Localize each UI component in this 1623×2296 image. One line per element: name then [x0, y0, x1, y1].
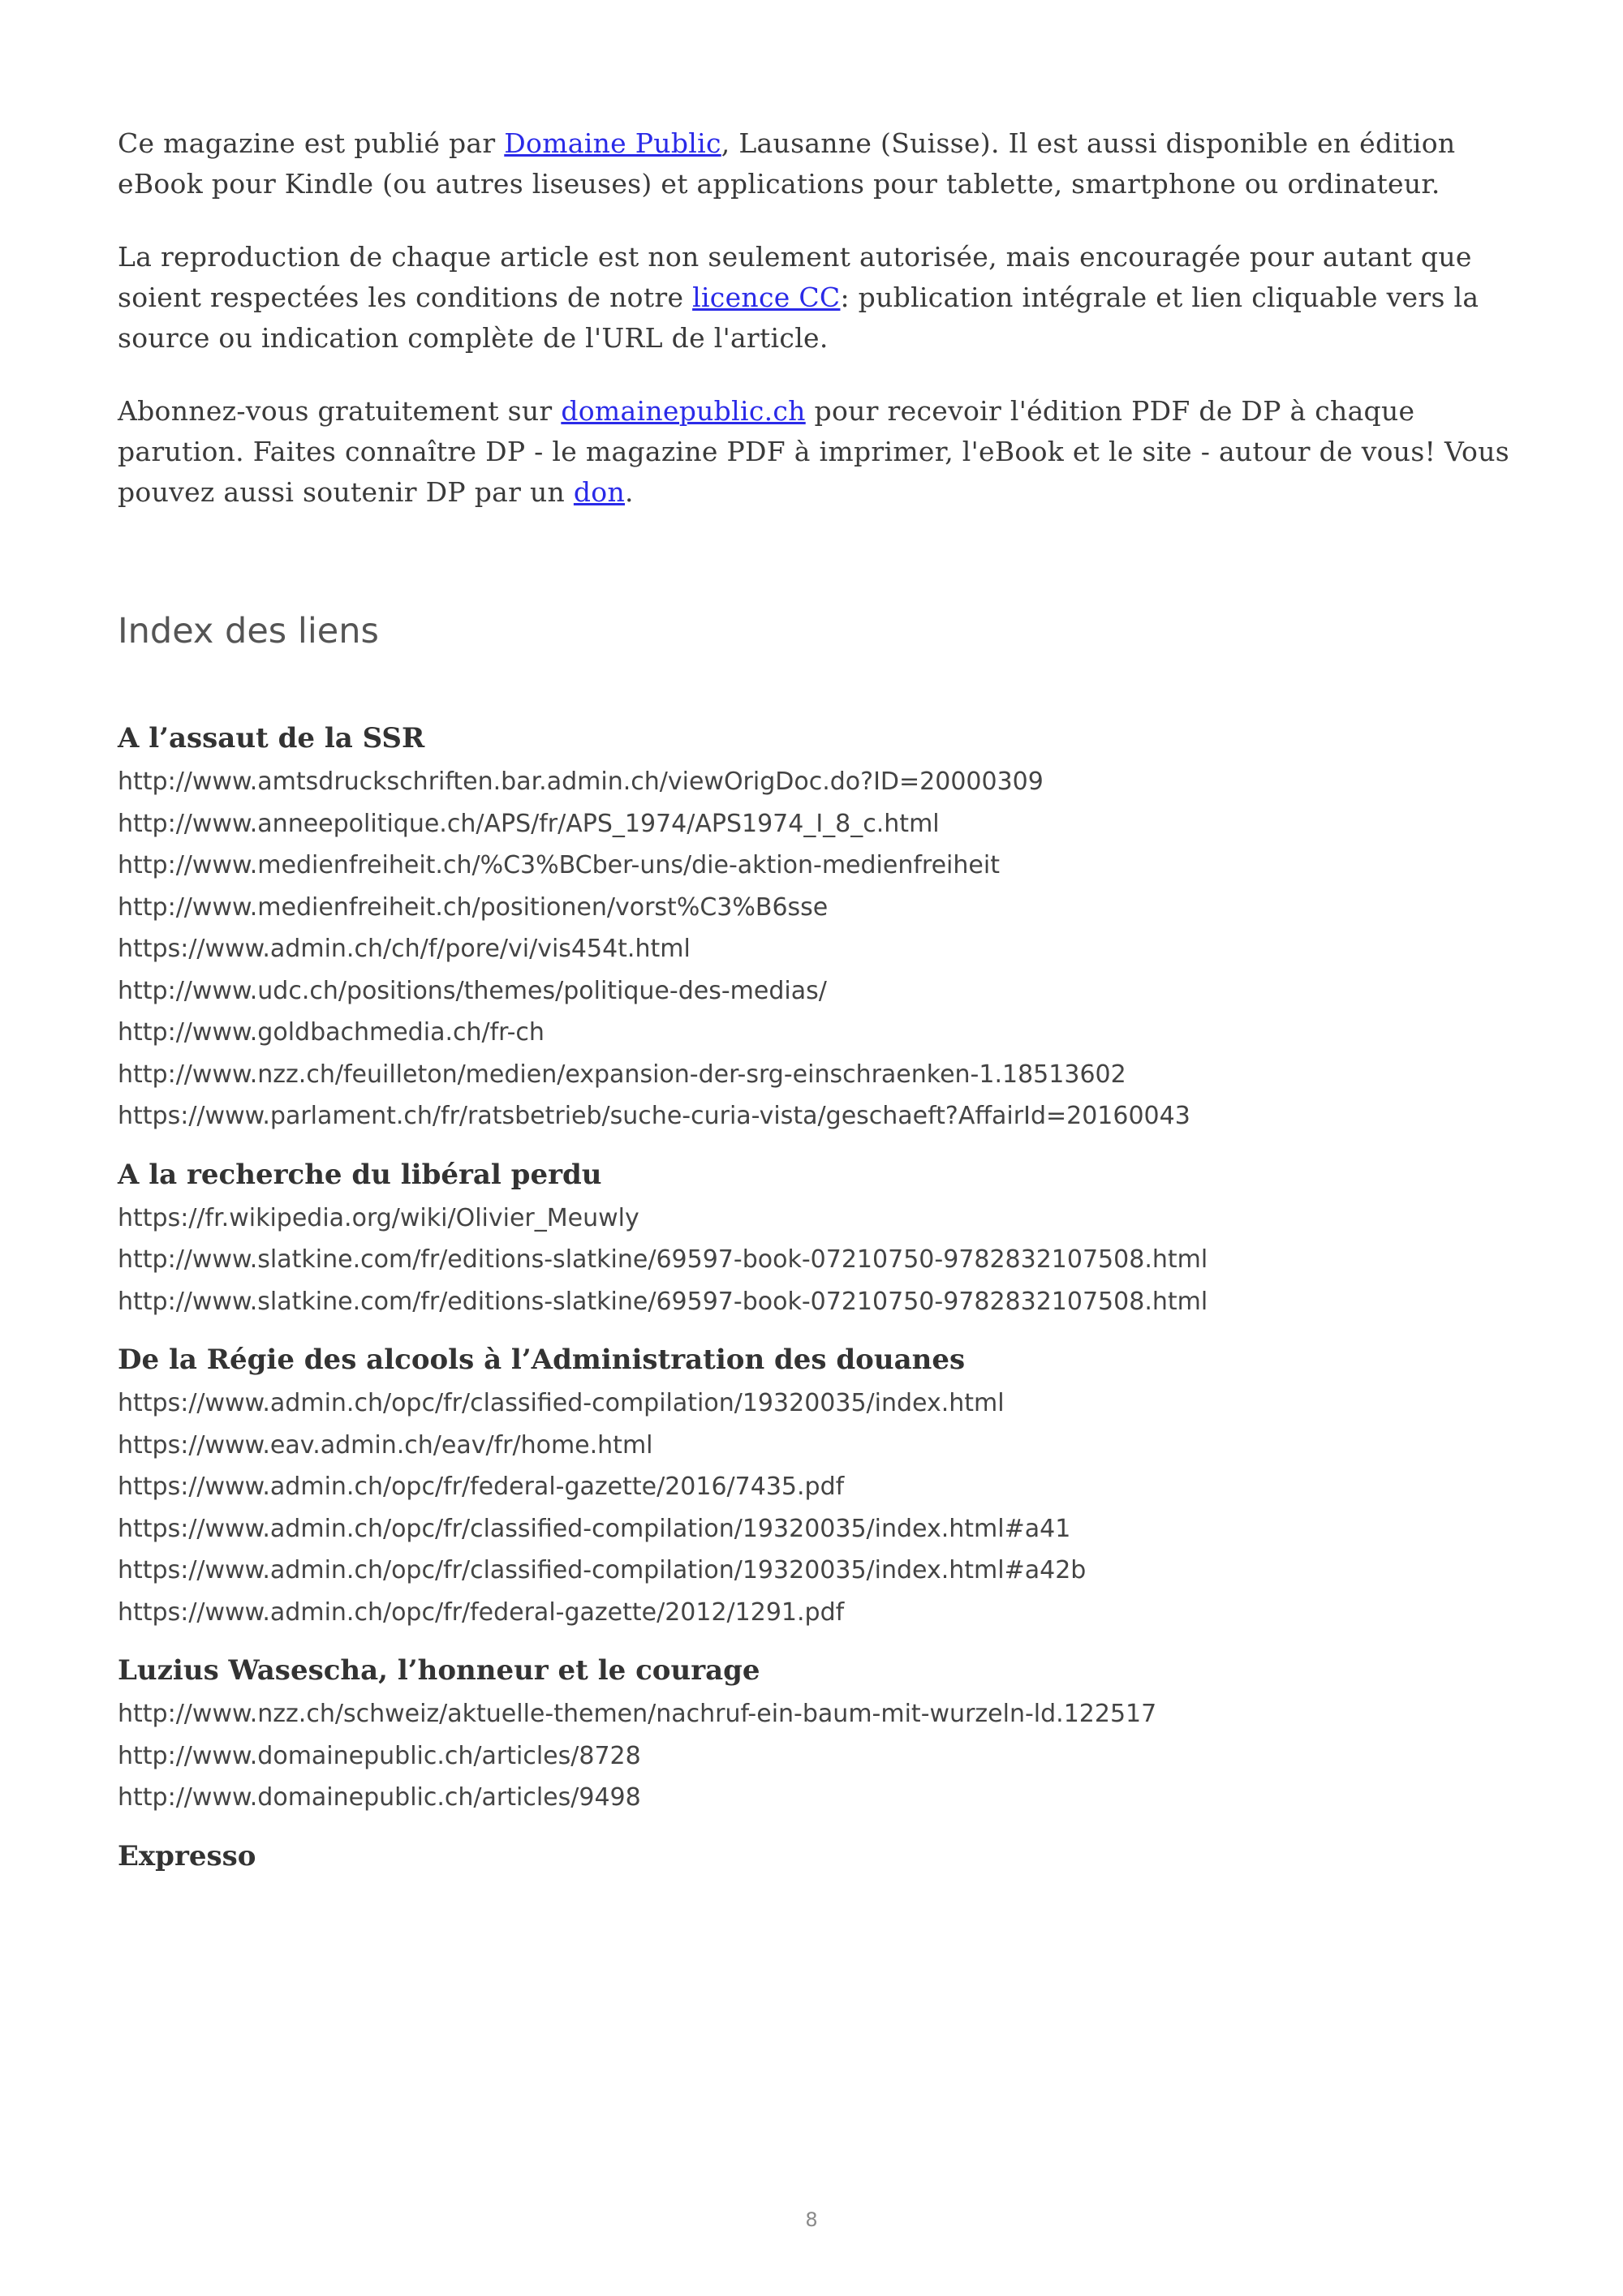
intro-text: . [625, 476, 634, 508]
link-item[interactable]: http://www.medienfreiheit.ch/%C3%BCber-uns/die-aktion-medienfreiheit [118, 851, 1000, 879]
link-item[interactable]: http://www.domainepublic.ch/articles/8728 [118, 1741, 641, 1770]
link-item[interactable]: http://www.anneepolitique.ch/APS/fr/APS_1974/APS1974_I_8_c.html [118, 809, 940, 838]
link-item[interactable]: http://www.nzz.ch/schweiz/aktuelle-themen/nachruf-ein-baum-mit-wurzeln-ld.122517 [118, 1700, 1157, 1728]
section-title: A l’assaut de la SSR [118, 722, 425, 755]
domainepublic-link[interactable]: domainepublic.ch [561, 395, 806, 427]
link-item[interactable]: http://www.medienfreiheit.ch/positionen/vorst%C3%B6sse [118, 892, 829, 922]
intro-text: , Lausanne (Suisse). Il est aussi disponible en édition eBook pour Kindle (ou autres liseuses) et applications pour tablette, smartphone ou ordinateur. [118, 127, 1456, 200]
link-item[interactable]: http://www.nzz.ch/feuilleton/medien/expansion-der-srg-einschraenken-1.18513602 [118, 1060, 1126, 1089]
intro-text: : publication intégrale et lien cliquable vers la source ou indication complète de l'URL de l'article. [118, 282, 1479, 354]
link-item[interactable]: http://www.slatkine.com/fr/editions-slatkine/69597-book-07210750-9782832107508.html [118, 1245, 1208, 1274]
intro-paragraph-license [118, 237, 1513, 359]
section-title: Luzius Wasescha, l’honneur et le courage [118, 1654, 760, 1687]
domaine-public-link[interactable]: Domaine Public [504, 127, 721, 159]
link-item[interactable]: https://www.eav.admin.ch/eav/fr/home.html [118, 1430, 653, 1460]
index-section [118, 719, 1513, 1137]
index-title: Index des liens [118, 611, 379, 651]
page-number: 8 [805, 2208, 818, 2231]
link-item[interactable]: https://www.admin.ch/opc/fr/classified-compilation/19320035/index.html#a41 [118, 1514, 1071, 1543]
intro-text: Abonnez-vous gratuitement sur [118, 395, 562, 427]
intro-text: La reproduction de chaque article est non seulement autorisée, mais encouragée pour autant que soient respectées les conditions de notre [118, 241, 1472, 313]
link-item[interactable]: https://www.admin.ch/opc/fr/federal-gazette/2016/7435.pdf [118, 1473, 845, 1501]
link-item[interactable]: http://www.udc.ch/positions/themes/politique-des-medias/ [118, 976, 827, 1005]
intro-paragraph-subscribe [118, 391, 1513, 513]
index-section [118, 1651, 1513, 1819]
link-item[interactable]: https://www.admin.ch/ch/f/pore/vi/vis454t.html [118, 935, 691, 963]
don-link[interactable]: don [573, 476, 626, 508]
index-sections [118, 719, 1513, 1876]
link-item[interactable]: https://www.admin.ch/opc/fr/classified-compilation/19320035/index.html#a42b [118, 1556, 1087, 1584]
licence-cc-link[interactable]: licence CC [692, 282, 841, 313]
intro-block [118, 123, 1513, 513]
section-title: De la Régie des alcools à l’Administration des douanes [118, 1344, 966, 1376]
link-item[interactable]: http://www.goldbachmedia.ch/fr-ch [118, 1018, 545, 1047]
link-item[interactable]: http://www.domainepublic.ch/articles/9498 [118, 1783, 641, 1812]
intro-text: Ce magazine est publié par [118, 127, 505, 159]
index-section [118, 1340, 1513, 1633]
link-item[interactable]: https://www.admin.ch/opc/fr/classified-compilation/19320035/index.html [118, 1389, 1005, 1417]
link-item[interactable]: http://www.amtsdruckschriften.bar.admin.ch/viewOrigDoc.do?ID=20000309 [118, 767, 1044, 796]
index-section [118, 1837, 1513, 1876]
section-title: A la recherche du libéral perdu [118, 1158, 602, 1191]
intro-paragraph-publisher [118, 123, 1513, 204]
link-item[interactable]: http://www.slatkine.com/fr/editions-slatkine/69597-book-07210750-9782832107508.html [118, 1287, 1208, 1316]
link-item[interactable]: https://www.admin.ch/opc/fr/federal-gazette/2012/1291.pdf [118, 1597, 845, 1627]
intro-text: pour recevoir l'édition PDF de DP à chaque parution. Faites connaître DP - le magazine PDF à imprimer, l'eBook et le site - autour de vous! Vous pouvez aussi soutenir DP par un [118, 395, 1510, 508]
link-item[interactable]: https://www.parlament.ch/fr/ratsbetrieb/suche-curia-vista/geschaeft?AffairId=20160043 [118, 1102, 1190, 1130]
page-content [118, 123, 1513, 1894]
index-section [118, 1155, 1513, 1323]
link-item[interactable]: https://fr.wikipedia.org/wiki/Olivier_Meuwly [118, 1203, 639, 1232]
section-title: Expresso [118, 1839, 256, 1872]
